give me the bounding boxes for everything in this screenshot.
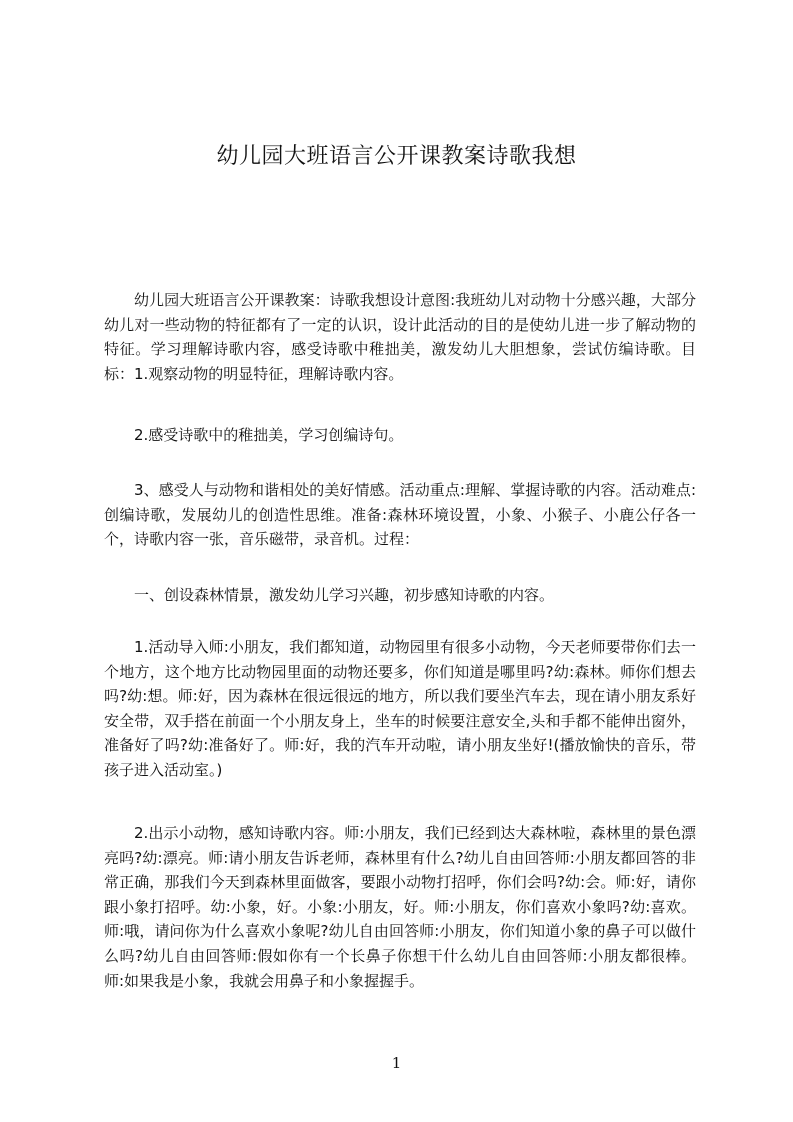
paragraph-intro: 幼儿园大班语言公开课教案：诗歌我想设计意图:我班幼儿对动物十分感兴趣，大部分幼儿对一些动物的特征都有了一定的认识，设计此活动的目的是使幼儿进一步了解动物的特征。学习理解诗歌内容，感受诗歌中稚拙美，激发幼儿大胆想象，尝试仿编诗歌。目标：1.观察动物的明显特征，理解诗歌内容。	[104, 291, 696, 383]
paragraph-activity-intro: 1.活动导入师:小朋友，我们都知道，动物园里有很多小动物，今天老师要带你们去一个地方，这个地方比动物园里面的动物还要多，你们知道是哪里吗?幼:森林。师你们想去吗?幼:想。师:好，因为森林在很远很远的地方，所以我们要坐汽车去，现在请小朋友系好安全带，双手搭在前面一个小朋友身上，坐车的时候要注意安全,头和手都不能伸出窗外，准备好了吗?幼:准备好了。师:好，我的汽车开动啦，请小朋友坐好!(播放愉快的音乐，带孩子进入活动室。)	[104, 638, 696, 779]
paragraph-show-animals: 2.出示小动物，感知诗歌内容。师:小朋友，我们已经到达大森林啦，森林里的景色漂亮吗?幼:漂亮。师:请小朋友告诉老师，森林里有什么?幼儿自由回答师:小朋友都回答的非常正确，那我们今天到森林里面做客，要跟小动物打招呼，你们会吗?幼:会。师:好，请你跟小象打招呼。幼:小象，好。小象:小朋友，好。师:小朋友，你们喜欢小象吗?幼:喜欢。师:哦，请问你为什么喜欢小象呢?幼儿自由回答师:小朋友，你们知道小象的鼻子可以做什么吗?幼儿自由回答师:假如你有一个长鼻子你想干什么幼儿自由回答师:小朋友都很棒。师:如果我是小象，我就会用鼻子和小象握握手。	[104, 824, 696, 990]
paragraph-step-1-heading: 一、创设森林情景，激发幼儿学习兴趣，初步感知诗歌的内容。	[134, 586, 555, 604]
document-title: 幼儿园大班语言公开课教案诗歌我想	[216, 144, 577, 169]
paragraph-goal-2: 2.感受诗歌中的稚拙美，学习创编诗句。	[134, 426, 404, 444]
paragraph-goal-3: 3、感受人与动物和谐相处的美好情感。活动重点:理解、掌握诗歌的内容。活动难点:创编诗歌，发展幼儿的创造性思维。准备:森林环境设置，小象、小猴子、小鹿公仔各一个，诗歌内容一张，音乐磁带，录音机。过程：	[104, 481, 696, 549]
page-number: 1	[391, 1054, 402, 1072]
